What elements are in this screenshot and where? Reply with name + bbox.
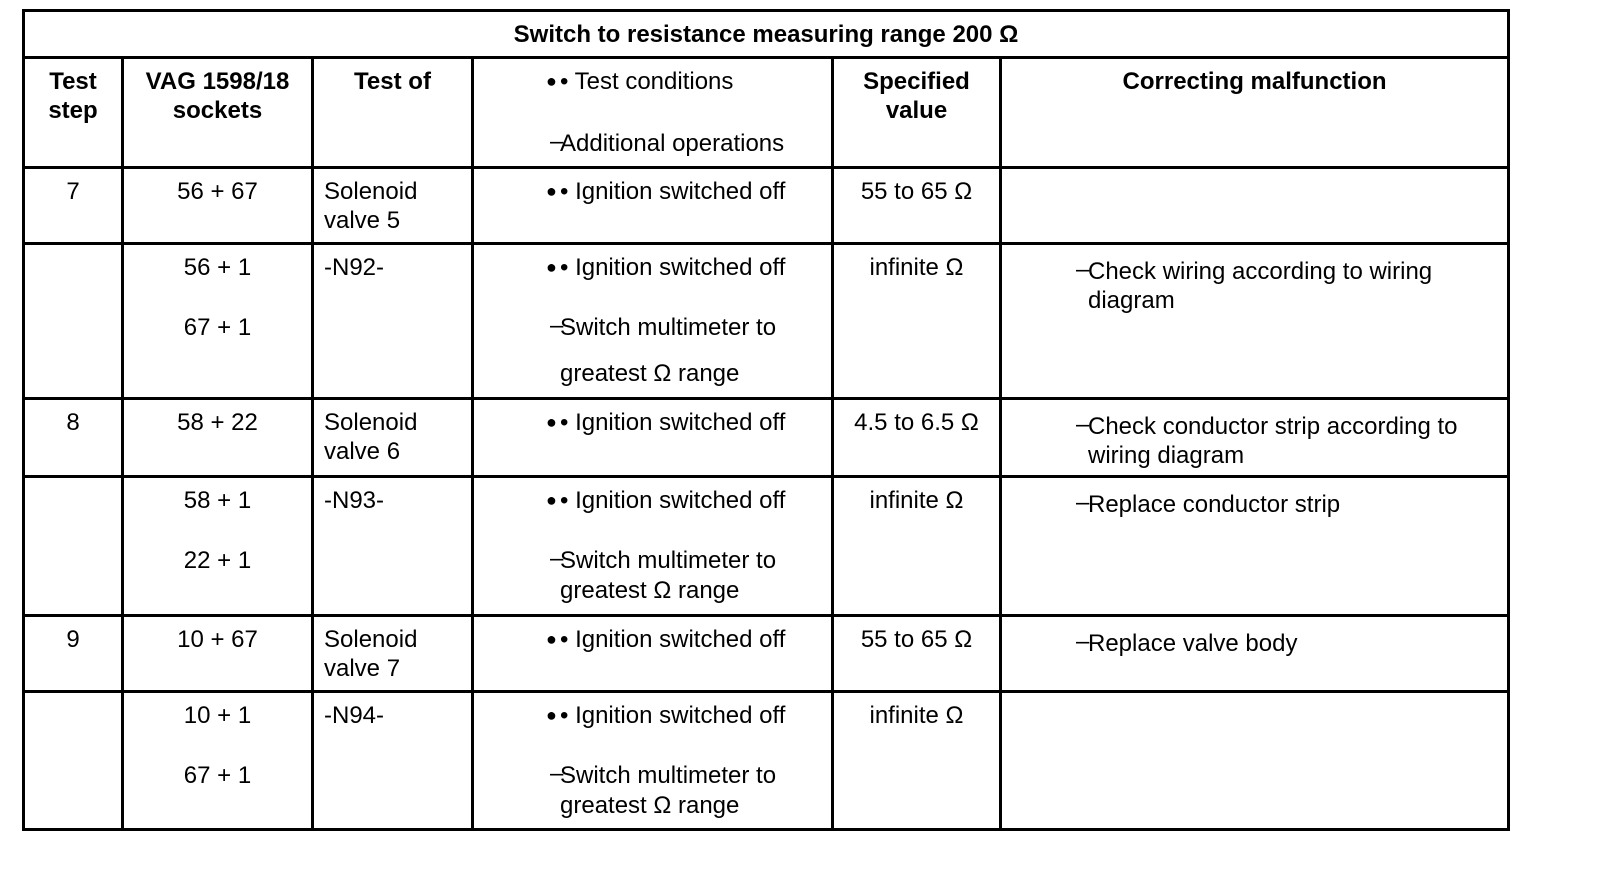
test-condition: • Ignition switched off [560, 254, 786, 281]
test-of-text: valve 7 [324, 655, 401, 682]
dash-icon: – [1076, 256, 1090, 283]
correcting-cell [1001, 692, 1509, 830]
specified-value: infinite Ω [869, 254, 964, 281]
additional-operation: Switch multimeter to [560, 314, 777, 341]
conditions-cell [473, 477, 833, 616]
correcting-action: Replace conductor strip [1088, 491, 1341, 518]
table-row [24, 477, 1509, 616]
test-of-text: valve 6 [324, 438, 401, 465]
header-specified: Specified value [833, 58, 1001, 168]
specified-value: 55 to 65 Ω [860, 626, 973, 653]
test-condition: • Ignition switched off [560, 487, 786, 514]
table-row [24, 244, 1509, 399]
test-condition: • Ignition switched off [560, 178, 786, 205]
bullet-icon: ● [546, 181, 557, 201]
bullet-icon: ● [546, 412, 557, 432]
test-of-text: Solenoid [324, 626, 418, 653]
dash-icon: – [550, 545, 564, 572]
table-row [24, 692, 1509, 830]
socket-pair: 67 + 1 [183, 314, 252, 341]
correcting-cell [1001, 168, 1509, 244]
conditions-cell [473, 244, 833, 399]
table-row [24, 168, 1509, 244]
table-row [24, 399, 1509, 477]
header-sockets: VAG 1598/18 sockets [123, 58, 313, 168]
test-of-text: Solenoid [324, 178, 418, 205]
bullet-icon: ● [546, 629, 557, 649]
bullet-icon: ● [546, 257, 557, 277]
test-step: 8 [66, 409, 80, 436]
table-title: Switch to resistance measuring range 200 Ω [24, 11, 1509, 58]
dash-icon: – [550, 128, 564, 155]
correcting-cell [1001, 477, 1509, 616]
conditions-cell [473, 168, 833, 244]
test-condition: • Ignition switched off [560, 626, 786, 653]
test-of-text: valve 5 [324, 207, 401, 234]
socket-pair: 10 + 1 [183, 702, 252, 729]
sockets-cell [123, 692, 313, 830]
correcting-cell [1001, 399, 1509, 477]
dash-icon: – [1076, 411, 1090, 438]
test-of-cell [313, 692, 473, 830]
test-step: 7 [66, 178, 80, 205]
additional-operation: greatest Ω range [560, 792, 740, 819]
additional-operation: greatest Ω range [560, 360, 740, 387]
table-row [24, 616, 1509, 692]
test-of-text: Solenoid [324, 409, 418, 436]
dash-icon: – [550, 312, 564, 339]
specified-value-cell [833, 616, 1001, 692]
sockets-cell [123, 244, 313, 399]
specified-value: infinite Ω [869, 702, 964, 729]
conditions-cell [473, 399, 833, 477]
test-step-cell [24, 616, 123, 692]
test-of-cell [313, 477, 473, 616]
test-step-cell [24, 477, 123, 616]
header-test-step: Test step [24, 58, 123, 168]
conditions-cell [473, 692, 833, 830]
bullet-icon: ● [546, 490, 557, 510]
socket-pair: 10 + 67 [177, 626, 258, 653]
specified-value: 55 to 65 Ω [860, 178, 973, 205]
header-correcting: Correcting malfunction [1001, 58, 1509, 168]
test-of-cell [313, 616, 473, 692]
correcting-action: Check conductor strip according to wiring diagram [1088, 413, 1458, 469]
correcting-action: Replace valve body [1088, 630, 1298, 657]
test-step-cell [24, 244, 123, 399]
additional-operation: Switch multimeter to [560, 547, 777, 574]
test-table [22, 9, 1510, 831]
correcting-action: Check wiring according to wiring diagram [1088, 258, 1433, 314]
sockets-cell [123, 616, 313, 692]
correcting-cell [1001, 616, 1509, 692]
dash-icon: – [1076, 489, 1090, 516]
test-step-cell [24, 692, 123, 830]
test-of-text: -N93- [324, 487, 385, 514]
socket-pair: 56 + 1 [183, 254, 252, 281]
specified-value: 4.5 to 6.5 Ω [854, 409, 979, 436]
test-condition: • Ignition switched off [560, 409, 786, 436]
socket-pair: 22 + 1 [183, 547, 252, 574]
additional-operation: greatest Ω range [560, 577, 740, 604]
dash-icon: – [1076, 628, 1090, 655]
specified-value: infinite Ω [869, 487, 964, 514]
test-condition: • Ignition switched off [560, 702, 786, 729]
additional-operation: Switch multimeter to [560, 762, 777, 789]
specified-value-cell [833, 477, 1001, 616]
test-step: 9 [66, 626, 80, 653]
test-of-cell [313, 168, 473, 244]
correcting-cell [1001, 244, 1509, 399]
specified-value-cell [833, 399, 1001, 477]
socket-pair: 67 + 1 [183, 762, 252, 789]
bullet-icon: ● [546, 705, 557, 725]
sockets-cell [123, 477, 313, 616]
test-of-text: -N94- [324, 702, 385, 729]
test-step-cell [24, 168, 123, 244]
socket-pair: 58 + 1 [183, 487, 252, 514]
socket-pair: 58 + 22 [177, 409, 258, 436]
header-conditions: ● • Test conditions – Additional operations [473, 58, 833, 168]
bullet-icon: ● [546, 71, 557, 91]
sockets-cell [123, 168, 313, 244]
dash-icon: – [550, 760, 564, 787]
test-step-cell [24, 399, 123, 477]
specified-value-cell [833, 244, 1001, 399]
socket-pair: 56 + 67 [177, 178, 258, 205]
sockets-cell [123, 399, 313, 477]
header-test-of: Test of [313, 58, 473, 168]
test-of-cell [313, 244, 473, 399]
test-of-cell [313, 399, 473, 477]
specified-value-cell [833, 168, 1001, 244]
conditions-cell [473, 616, 833, 692]
specified-value-cell [833, 692, 1001, 830]
test-of-text: -N92- [324, 254, 385, 281]
